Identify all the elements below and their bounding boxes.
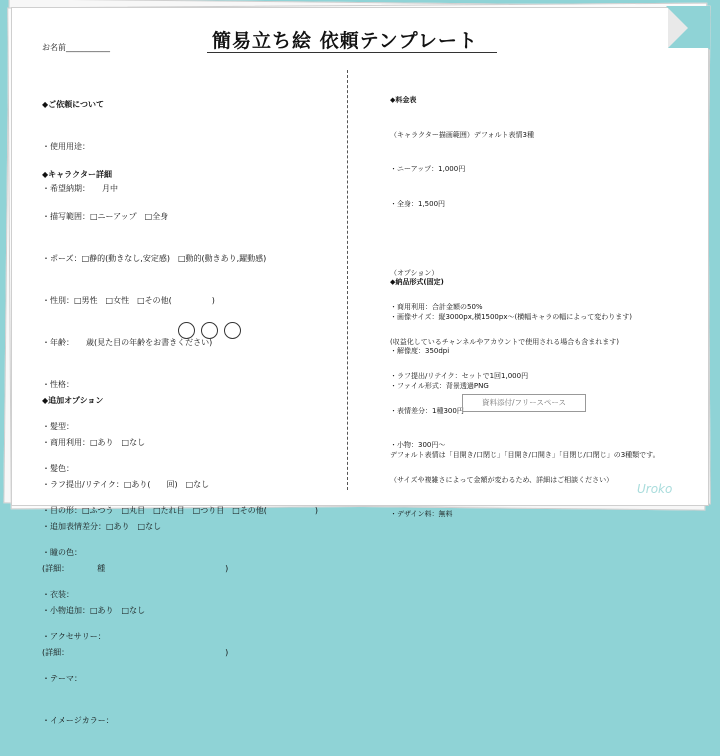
page-title: 簡易立ち絵 依頼テンプレート: [212, 30, 478, 52]
section-heading: ◆キャラクター詳細: [42, 170, 112, 179]
column-divider: [347, 70, 348, 490]
title-underline: [207, 52, 497, 53]
section-line: ・全身：1,500円: [390, 199, 446, 208]
attach-free-space-box[interactable]: 資料添付/フリースペース: [462, 394, 586, 412]
section-line: ・ラフ提出/リテイク：セットで1回1,000円: [390, 372, 529, 380]
section-line: ・イメージカラー：: [42, 716, 114, 725]
section-heading: ◆ご依頼について: [42, 100, 104, 109]
section-line: ・衣装：: [42, 590, 74, 599]
section-line: ・追加表情差分：□あり □なし: [42, 522, 162, 531]
section-line: ・性別：□男性 □女性 □その他( ): [42, 296, 215, 305]
color-circle[interactable]: [178, 322, 195, 339]
section-line: ・性格：: [42, 380, 74, 389]
section-line: (収益化しているチャンネルやアカウントで使用される場合も含まれます): [390, 337, 619, 346]
section-line: [390, 415, 660, 427]
section-line: ・ニーアップ：1,000円: [390, 165, 466, 173]
section-line: ・デザイン料：無料: [390, 510, 453, 518]
section-line: （オプション）: [390, 268, 439, 277]
section-line: ・アクセサリー：: [42, 632, 106, 641]
section-heading: ◆追加オプション: [42, 396, 104, 405]
image-color-circles: [178, 322, 241, 339]
paper-front: [11, 7, 709, 725]
section-line: ・使用用途：: [42, 142, 90, 151]
section-line: ・目の形：□ふつう □丸目 □たれ目 □つり目 □その他( ): [42, 506, 319, 515]
section-line: ・髪色：: [42, 464, 74, 473]
section-line: ・ポーズ：□静的(動きなし,安定感) □動的(動きあり,躍動感): [42, 254, 267, 263]
section-heading: ◆料金表: [390, 96, 417, 104]
color-circle[interactable]: [201, 322, 218, 339]
section-options: [42, 366, 228, 688]
page-fold-corner: [666, 6, 710, 50]
section-line: ・小物：300円～: [390, 441, 446, 449]
section-line: ・ファイル形式：背景透過PNG: [390, 381, 489, 390]
section-line: ・瞳の色：: [42, 548, 82, 557]
section-line: ・ラフ提出/リテイク：□あり( 回) □なし: [42, 480, 210, 489]
section-line: [390, 233, 619, 245]
section-line: ・テーマ：: [42, 674, 82, 683]
uroko-logo: Uroko: [637, 482, 673, 496]
section-line: ・画像サイズ：縦3000px,横1500px～(横幅キャラの幅によって変わります): [390, 312, 632, 321]
section-line: ・年齢： 歳(見た目の年齢をお書きください): [42, 338, 213, 347]
section-line: ・描写範囲：□ニーアップ □全身: [42, 212, 169, 221]
section-line: ・髪型：: [42, 422, 74, 431]
color-circle[interactable]: [224, 322, 241, 339]
name-field-label: お名前___________: [42, 43, 110, 52]
section-heading: ◆納品形式(固定): [390, 278, 444, 286]
section-line: (詳細： 種 ): [42, 564, 229, 573]
section-line: （キャラクター描画範囲）デフォルト表情3種: [390, 130, 534, 139]
section-delivery: [390, 254, 660, 484]
section-line: デフォルト表情は「目開き/口閉じ」「目開き/口開き」「目閉じ/口閉じ」の3種類です。: [390, 450, 660, 459]
section-line: （サイズや複雑さによって金額が変わるため、詳細はご相談ください）: [390, 475, 614, 484]
section-line: ・商用利用：□あり □なし: [42, 438, 146, 447]
section-line: ・希望納期： 月中: [42, 184, 118, 193]
section-line: ・表情差分：1種300円: [390, 406, 464, 415]
section-line: ・小物追加：□あり □なし: [42, 606, 146, 615]
section-line: (詳細： ): [42, 648, 229, 657]
section-line: ・解像度：350dpi: [390, 347, 450, 355]
section-line: ・商用利用：合計金額の50%: [390, 303, 483, 311]
